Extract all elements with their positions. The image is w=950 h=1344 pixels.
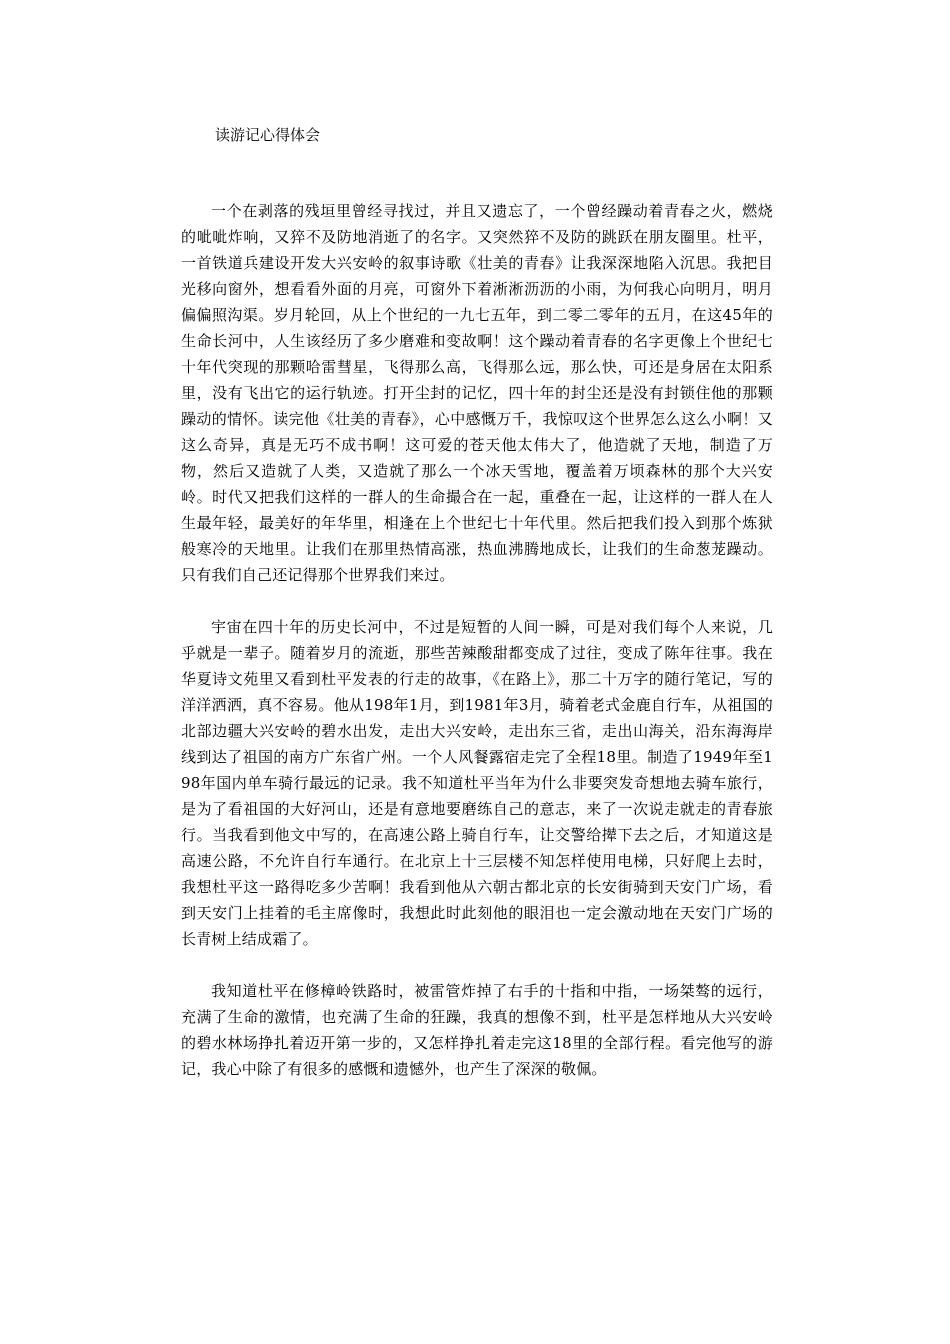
document-body [181, 198, 773, 1108]
paragraph-3: 我知道杜平在修樟岭铁路时，被雷管炸掉了右手的十指和中指，一场桀骜的远行，充满了生命的激情，也充满了生命的狂躁，我真的想像不到，杜平是怎样地从大兴安岭的碧水林场挣扎着迈开第一步的，又怎样挣扎着走完这18里的全部行程。看完他写的游记，我心中除了有很多的感慨和遗憾外，也产生了深深的敬佩。 [181, 982, 773, 1078]
document-title: 读游记心得体会 [215, 126, 321, 144]
paragraph-1: 一个在剥落的残垣里曾经寻找过，并且又遗忘了，一个曾经躁动着青春之火，燃烧的呲呲炸响，又猝不及防地消逝了的名字。又突然猝不及防的跳跃在朋友圈里。杜平，一首铁道兵建设开发大兴安岭的叙事诗歌《壮美的青春》让我深深地陷入沉思。我把目光移向窗外，想看看外面的月亮，可窗外下着淅淅沥沥的小雨，为何我心向明月，明月偏偏照沟渠。岁月轮回，从上个世纪的一九七五年，到二零二零年的五月，在这45年的生命长河中，人生该经历了多少磨难和变故啊！这个躁动着青春的名字更像上个世纪七十年代突现的那颗哈雷彗星，飞得那么高，飞得那么远，那么快，可还是身居在太阳系里，没有飞出它的运行轨迹。打开尘封的记忆，四十年的封尘还是没有封锁住他的那颗躁动的情怀。读完他《壮美的青春》，心中感慨万千，我惊叹这个世界怎么这么小啊！又这么奇异，真是无巧不成书啊！这可爱的苍天他太伟大了，他造就了天地，制造了万物，然后又造就了人类，又造就了那么一个冰天雪地，覆盖着万顷森林的那个大兴安岭。时代又把我们这样的一群人的生命撮合在一起，重叠在一起，让这样的一群人在人生最年轻，最美好的年华里，相逢在上个世纪七十年代里。然后把我们投入到那个炼狱般寒冷的天地里。让我们在那里热情高涨，热血沸腾地成长，让我们的生命葱茏躁动。只有我们自己还记得那个世界我们来过。 [181, 202, 773, 584]
paragraph-2: 宇宙在四十年的历史长河中，不过是短暂的人间一瞬，可是对我们每个人来说，几乎就是一辈子。随着岁月的流逝，那些苦辣酸甜都变成了过往，变成了陈年往事。我在华夏诗文苑里又看到杜平发表的行走的故事，《在路上》，那二十万字的随行笔记，写的洋洋洒洒，真不容易。他从198年1月，到1981年3月，骑着老式金鹿自行车，从祖国的北部边疆大兴安岭的碧水出发，走出大兴安岭，走出东三省，走出山海关，沿东海海岸线到达了祖国的南方广东省广州。一个人风餐露宿走完了全程18里。制造了1949年至198年国内单车骑行最远的记录。我不知道杜平当年为什么非要突发奇想地去骑车旅行，是为了看祖国的大好河山，还是有意地要磨练自己的意志，来了一次说走就走的青春旅行。当我看到他文中写的，在高速公路上骑自行车，让交警给撵下去之后，才知道这是高速公路，不允许自行车通行。在北京上十三层楼不知怎样使用电梯，只好爬上去时，我想杜平这一路得吃多少苦啊！我看到他从六朝古都北京的长安街骑到天安门广场，看到天安门上挂着的毛主席像时，我想此时此刻他的眼泪也一定会激动地在天安门广场的长青树上结成霜了。 [181, 618, 773, 948]
